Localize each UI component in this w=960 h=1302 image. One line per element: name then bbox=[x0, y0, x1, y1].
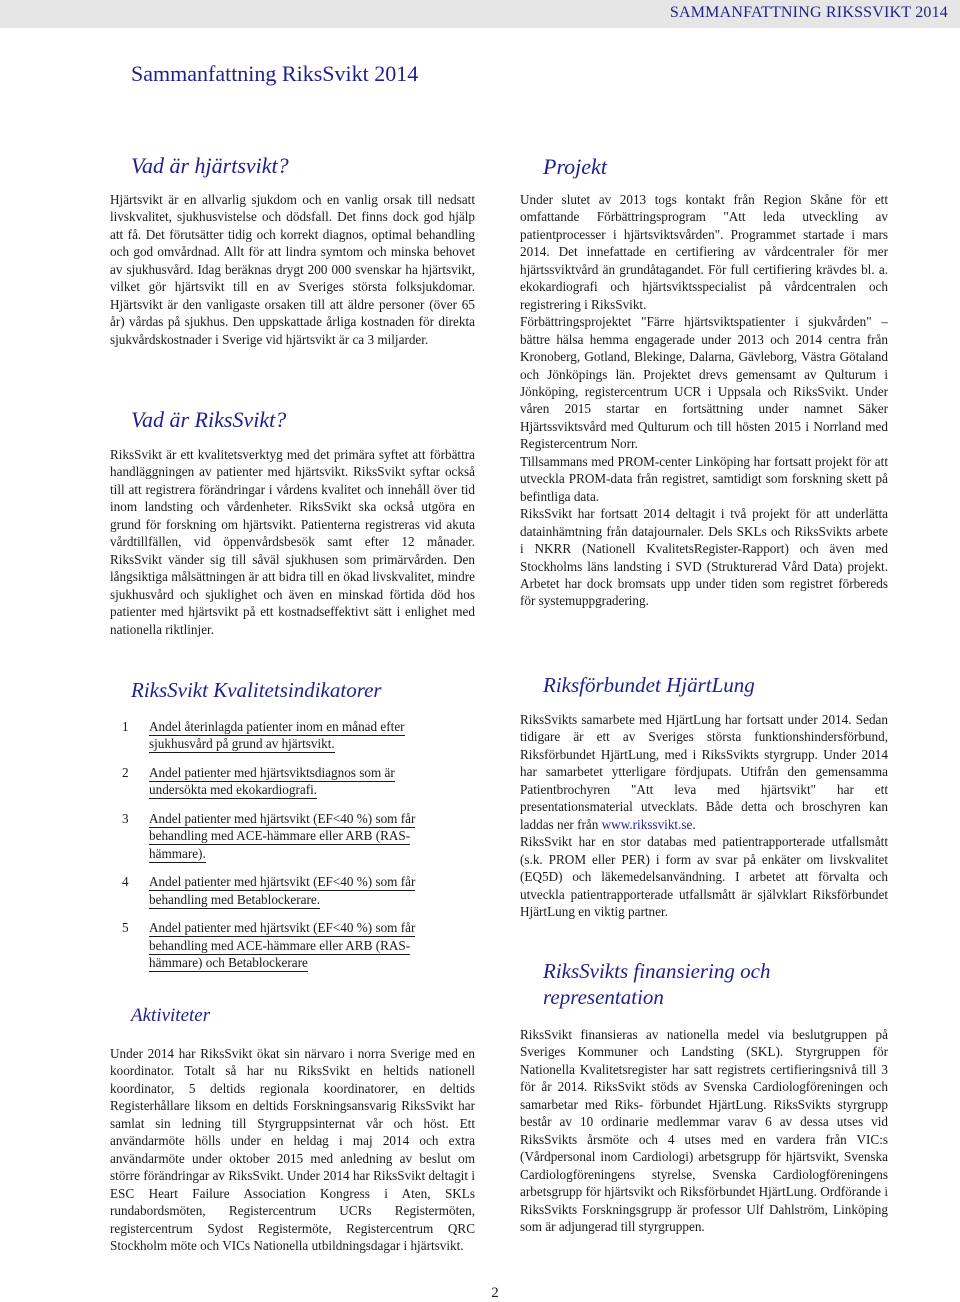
page-number: 2 bbox=[491, 1285, 499, 1301]
paragraph: RiksSvikt har en stor databas med patientrapporterade utfallsmått (s.k. PROM eller PER) i form av svar på enkäter om livskvalitet (EQ5D) och läkemedelsanvändning. I arbetet att förvalta och utveckla patientrapporterade utfallsmått är självklart Riksförbundet HjärtLung en viktig partner. bbox=[520, 834, 888, 919]
indicator-number: 1 bbox=[122, 719, 129, 734]
indicator-text: Andel patienter med hjärtsviktsdiagnos som är undersökta med ekokardiografi. bbox=[149, 764, 395, 798]
header-band bbox=[0, 0, 960, 28]
indicator-text: Andel patienter med hjärtsvikt (EF<40 %) som får behandling med Betablockerare. bbox=[149, 874, 416, 907]
heading-finansiering: RiksSvikts finansiering och representation bbox=[543, 959, 771, 1009]
indicator-text: Andel återinlagda patienter inom en månad efter sjukhusvård på grund av hjärtsvikt. bbox=[149, 719, 405, 752]
section-riksforbundet-hjartlung bbox=[520, 711, 888, 920]
heading-vad-ar-hjartsvikt: Vad är hjärtsvikt? bbox=[131, 153, 289, 178]
paragraph bbox=[520, 711, 888, 833]
indicator-number: 3 bbox=[122, 810, 129, 826]
heading-kvalitetsindikatorer: RiksSvikt Kvalitetsindikatorer bbox=[131, 678, 382, 702]
section-kvalitetsindikatorer bbox=[122, 718, 422, 982]
paragraph: RiksSvikt finansieras av nationella medel via beslutgruppen på Sveriges Kommuner och Landsting (SKL). Styrgruppen för Nationella Kvalitetsregister har satt registrets certifieringsnivå till 3 för år 2014. RiksSvikt stöds av Svenska Cardiologföreningen och samarbetar med Riks- förbundet HjärtLung. RiksSvikts styrgrupp består av 10 ordinarie medlemmar varav 6 av dessa utses vid RiksSvikts årsmöte och 4 utses med en vardera från VIC:s (Vårdpersonal inom Cardiologi) arbetsgrupp för hjärtsvikt, Svenska Cardiologföreningens styrelse, Svenska Cardiologföreningens arbetsgrupp för hjärtsvikt och Riksförbundet HjärtLung. Ordförande i RiksSvikts Forskningsgrupp är professor Ulf Dahlström, Linköping som är adjungerad till styrgruppen. bbox=[520, 1027, 888, 1234]
section-finansiering bbox=[520, 1026, 888, 1235]
indicator-list bbox=[122, 718, 422, 971]
heading-riksforbundet-hjartlung: Riksförbundet HjärtLung bbox=[543, 673, 755, 697]
section-vad-ar-hjartsvikt bbox=[110, 191, 475, 348]
heading-vad-ar-rikssvikt: Vad är RiksSvikt? bbox=[131, 407, 287, 432]
indicator-item bbox=[122, 718, 422, 753]
paragraph: Under 2014 har RiksSvikt ökat sin närvaro i norra Sverige med en koordinator. Totalt så har nu RiksSvikt en heltids nationell koordinator, 5 deltids regionala koordinatorer, en deltids Registerhållare liksom en deltids Forskningsansvarig RiksSvikt har samlat sin ledning till Styrgruppsinternat vår och höst. Ett användarmöte hölls under en heldag i maj 2014 och extra användarmöte under oktober 2015 med anledning av beslut om större förändringar av RiksSvikt. Under 2014 har RiksSvikt deltagit i ESC Heart Failure Association Kongress i Aten, SKLs rundabordsmöten, Registercentrum UCRs Registermöten, registercentrum Sydost Registermöte, Registercentrum QRC Stockholm möte och VICs Nationella utbildningsdagar i hjärtsvikt. bbox=[110, 1046, 475, 1253]
document-title: Sammanfattning RiksSvikt 2014 bbox=[131, 61, 419, 86]
text-span: . bbox=[692, 816, 696, 832]
paragraph: Under slutet av 2013 togs kontakt från Region Skåne för ett omfattande Förbättringsprogram "Att leda utveckling av patientprocesser i hjärtsviktsvården". Programmet startade i mars 2014. Det innefattade en certifiering av vårdcentraler för mer hjärtssviktvård än grundåtagandet. För full certifiering krävdes bl. a. ekokardiografi och hjärtsviktsspecialist på vårdcentralen och registrering i RiksSvikt. bbox=[520, 192, 888, 312]
section-vad-ar-rikssvikt bbox=[110, 446, 475, 638]
section-projekt bbox=[520, 191, 888, 610]
indicator-item bbox=[122, 764, 422, 799]
indicator-item bbox=[122, 873, 422, 908]
section-aktiviteter bbox=[110, 1045, 475, 1254]
paragraph: RiksSvikt är ett kvalitetsverktyg med det primära syftet att förbättra handläggningen av patienter med hjärtsvikt. RiksSvikt syftar också till att registrera förändringar i vårdens kvalitet och innehåll över tid inom landsting och vårdenheter. RiksSvikt ska också utgöra en grund för forskning om hjärtsvikt. Patienterna registreras vid akuta vårdtillfällen, vid öppenvårdsbesök samt efter 12 månader. RiksSvikt vänder sig till såväl sjukhusen som primärvården. Den långsiktiga målsättningen är att bidra till en ökad livskvalitet, mindre sjukhusvård och sjuklighet och även en minskad förtida död hos patienter med hjärtsvikt på ett kostnadseffektivt sätt i enlighet med nationella riktlinjer. bbox=[110, 447, 475, 637]
running-head: SAMMANFATTNING RIKSSVIKT 2014 bbox=[669, 4, 948, 21]
paragraph: Hjärtsvikt är en allvarlig sjukdom och en vanlig orsak till nedsatt livskvalitet, sjukhusvistelse och dödsfall. Det finns dock god hjälp att få. Det förutsätter tidig och korrekt diagnos, optimal behandling och god omvårdnad. Allt för att lindra symtom och minska behovet av sjukhusvård. Idag beräknas drygt 200 000 svenskar ha hjärtsvikt, vilket gör hjärtsvikt till en av Sveriges största folksjukdomar. Hjärtsvikt är den vanligaste orsaken till att äldre personer (över 65 år) vårdas på sjukhus. Den uppskattade årliga kostnaden för direkta sjukvårdskostnader i Sverige vid hjärtsvikt är ca 3 miljarder. bbox=[110, 192, 475, 347]
indicator-number: 2 bbox=[122, 764, 129, 780]
indicator-text: Andel patienter med hjärtsvikt (EF<40 %) som får behandling med ACE-hämmare eller ARB (RAS-hämmare). bbox=[149, 810, 416, 861]
rikssvikt-website-link[interactable]: www.rikssvikt.se bbox=[601, 816, 693, 832]
indicator-number: 4 bbox=[122, 874, 129, 890]
paragraph: Förbättringsprojektet "Färre hjärtsviktspatienter i sjukvården" – bättre hälsa hemma engagerade under 2013 och 2014 centra från Kronoberg, Gotland, Blekinge, Dalarna, Gävleborg, Västra Götaland och Jönköpings län. Projektet drevs gemensamt av Qulturum i Jönköping, registercentrum UCR i Uppsala och RiksSvikt. Under våren 2015 startar en fortsättning under namnet Säker Hjärtssviktsvård med Qulturum och till hösten 2015 i Norrland med Registercentrum Norr. bbox=[520, 314, 888, 452]
indicator-number: 5 bbox=[122, 920, 129, 936]
heading-aktiviteter: Aktiviteter bbox=[131, 1005, 211, 1026]
indicator-item bbox=[122, 810, 422, 862]
indicator-item bbox=[122, 919, 422, 971]
indicator-text: Andel patienter med hjärtsvikt (EF<40 %) som får behandling med ACE-hämmare eller ARB (RAS-hämmare) och Betablockerare bbox=[149, 920, 416, 970]
paragraph: RiksSvikt har fortsatt 2014 deltagit i två projekt för att underlätta datainhämtning från datajournaler. Dels SKLs och RiksSvikts arbete i NKRR (Nationell KvalitetsRegister-Rapport) och även med Stockholms läns landsting i SVD (Strukturerad Vård Data) projekt. Arbetet har dock bromsats upp under tiden som registret förbereds för systemuppgradering. bbox=[520, 506, 888, 609]
heading-projekt: Projekt bbox=[543, 154, 607, 179]
text-span: RiksSvikts samarbete med HjärtLung har fortsatt under 2014. Sedan tidigare är ett av Sveriges största funktionshindersförbund, Riksförbundet HjärtLung, med i RiksSvikts styrgrupp. Under 2014 har samarbetet ytterligare fördjupats. Utifrån den gemensamma Patientbrochyren "Att leva med hjärtsvikt" har ett presentationsmaterial utvecklats. Både detta och broschyren kan laddas ner från bbox=[520, 712, 888, 832]
paragraph: Tillsammans med PROM-center Linköping har fortsatt projekt för att utveckla PROM-data från registret, samtidigt som forskning skett på befintliga data. bbox=[520, 453, 888, 504]
